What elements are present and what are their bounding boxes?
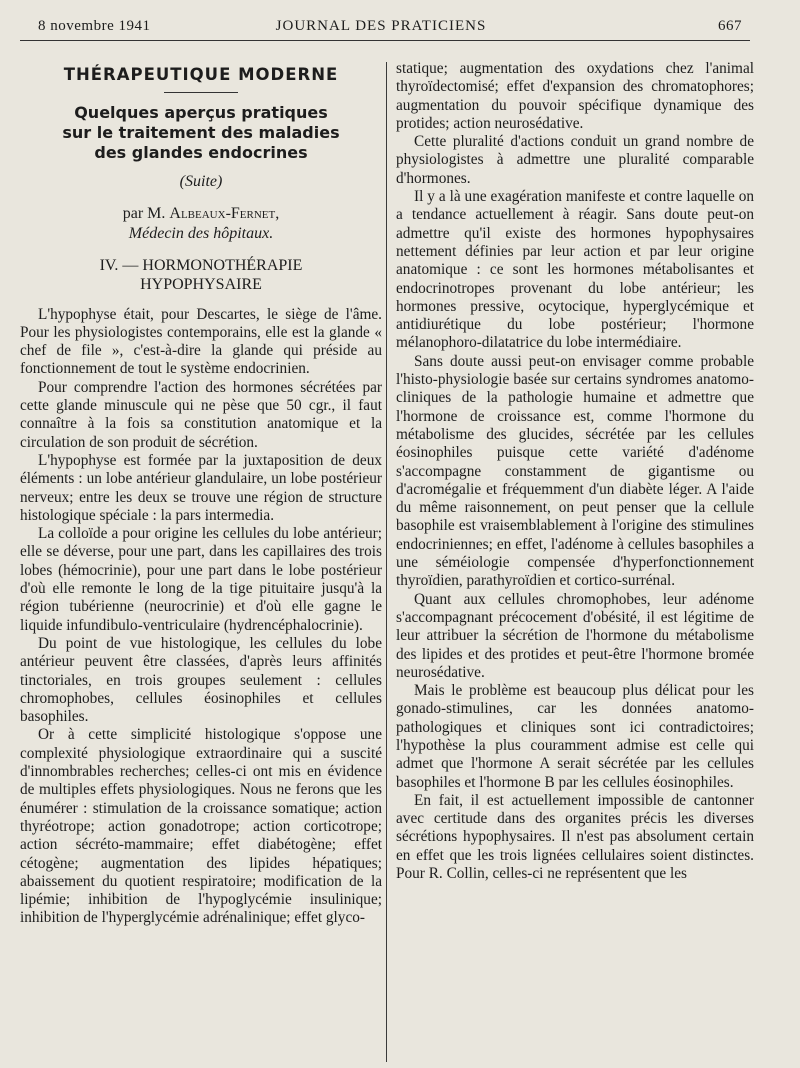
paragraph: Pour comprendre l'action des hormones sécrétées par cette glande minuscule qui ne pèse que 50 cgr., il faut connaître à la fois sa constitution anatomique et la circulation de son produit de sécrétion. (20, 378, 382, 451)
section-title: THÉRAPEUTIQUE MODERNE (63, 65, 339, 84)
paragraph: L'hypophyse était, pour Descartes, le siège de l'âme. Pour les physiologistes contemporains, elle est la glande « chef de file », c'est-à-dire la glande qui préside au fonctionnement de tout le système endocrinien. (20, 305, 382, 378)
paragraph: L'hypophyse est formée par la juxtaposition de deux éléments : un lobe antérieur glandulaire, un lobe postérieur nerveux; entre les deux se trouve une région de structure histologique spéciale : la pars intermedia. (20, 451, 382, 524)
paragraph: Quant aux cellules chromophobes, leur adénome s'accompagnant précocement d'obésité, il est légitime de leur attribuer la sécrétion de l'hormone du métabolisme des lipides et des protides et peut-être l'hormone bromée neurosédative. (396, 590, 754, 681)
title-rule (164, 92, 238, 93)
header-date: 8 novembre 1941 (38, 18, 151, 34)
header-page-number: 667 (718, 18, 742, 34)
column-separator (386, 62, 387, 1062)
paragraph: Or à cette simplicité histologique s'oppose une complexité physiologique extraordinaire qui a suscité d'innombrables recherches; celles-ci ont mis en évidence de multiples effets physiologiques. Nous ne ferons que les énumérer : stimulation de la croissance somatique; action thyréotrope; action gonadotrope; action corticotrope; action sécréto-mammaire; effet diabétogène; effet cétogène; augmentation des lipides hépatiques; abaissement du quotient respiratoire; modification de la lipémie; inhibition de l'hypoglycémie insulinique; inhibition de l'hyperglycémie adrénalinique; effet glyco- (20, 726, 382, 927)
author-role: Médecin des hôpitaux. (128, 224, 274, 242)
page-header (20, 18, 742, 40)
paragraph: La colloïde a pour origine les cellules du lobe antérieur; elle se déverse, pour une part, dans les capillaires des trois lobes (hémocrinie), pour une part dans le lobe postérieur d'où elle remonte le long de la tige pituitaire jusqu'à la région tubérienne (neurocrinie) et d'où elle gagne le liquide infundibulo-ventriculaire (hydrencéphalocrinie). (20, 525, 382, 634)
left-column (20, 60, 382, 928)
chapter-heading-line: IV. — HORMONOTHÉRAPIE (99, 256, 303, 274)
header-rule (20, 40, 750, 41)
header-journal-title: JOURNAL DES PRATICIENS (275, 18, 487, 34)
paragraph: Du point de vue histologique, les cellules du lobe antérieur peuvent être classées, d'après leurs affinités tinctoriales, en trois groupes seulement : cellules chromophobes, cellules éosinophiles et cellules basophiles. (20, 634, 382, 726)
chapter-heading (20, 256, 382, 294)
right-column (396, 60, 754, 883)
article-title-line: des glandes endocrines (94, 143, 308, 163)
paragraph: Mais le problème est beaucoup plus délicat pour les gonado-stimulines, car les données anatomo-pathologiques et cliniques sont ici contradictoires; l'hypothèse la plus couramment admise est celle qui admet que l'hormone A serait sécrétée par les cellules basophiles et l'hormone B par les cellules éosinophiles. (396, 682, 754, 791)
paragraph: Il y a là une exagération manifeste et contre laquelle on a tendance actuellement à réagir. Sans doute peut-on admettre qu'il existe des hormones hypophysaires nettement définies par leur action et par leur origine anatomique : ce sont les hormones métabolisantes et endocrinotropes provenant du lobe antérieur; les hormones pressive, ocytocique, hyperglycémique et antidiurétique du lobe postérieur; l'hormone mélanophoro-dilatatrice du lobe intermédiaire. (396, 188, 754, 352)
paragraph: En fait, il est actuellement impossible de cantonner avec certitude dans des organites précis les diverses sécrétions hypophysaires. Il n'est pas absolument certain en effet que les trois lignées cellulaires soient distinctes. Pour R. Collin, celles-ci ne représentent que les (396, 791, 754, 883)
chapter-heading-line: HYPOPHYSAIRE (140, 275, 262, 293)
byline-prefix: par M. (122, 204, 170, 222)
article-title-line: Quelques aperçus pratiques (74, 103, 328, 123)
byline (20, 204, 382, 224)
suite-label: (Suite) (179, 173, 223, 191)
author-name: Albeaux-Fernet, (169, 204, 280, 222)
article-title-line: sur le traitement des maladies (62, 123, 340, 143)
paragraph: Cette pluralité d'actions conduit un grand nombre de physiologistes à admettre une pluralité comparable d'hormones. (396, 133, 754, 187)
article-title (20, 103, 382, 163)
paragraph: statique; augmentation des oxydations chez l'animal thyroïdectomisé; effet d'expansion des chromatophores; augmentation du pouvoir spécifique dynamique des protides; action neurosédative. (396, 60, 754, 132)
paragraph: Sans doute aussi peut-on envisager comme probable l'histo-physiologie basée sur certains syndromes anatomo-cliniques de la pathologie humaine et admettre que l'hormone de croissance est, comme l'hormone du métabolisme des glucides, sécrétée par les cellules éosinophiles puisque cette variété d'adénome s'accompagne constamment de gigantisme ou d'acromégalie et fréquemment d'un diabète léger. A l'aide du même raisonnement, on peut penser que la cellule basophile est vraisemblablement à l'origine des stimulines endocriniennes; en effet, l'adénome à cellules basophiles a une séméiologie compensée d'hyperfonctionnement thyroïdien, parathyroïdien et cortico-surrénal. (396, 352, 754, 590)
